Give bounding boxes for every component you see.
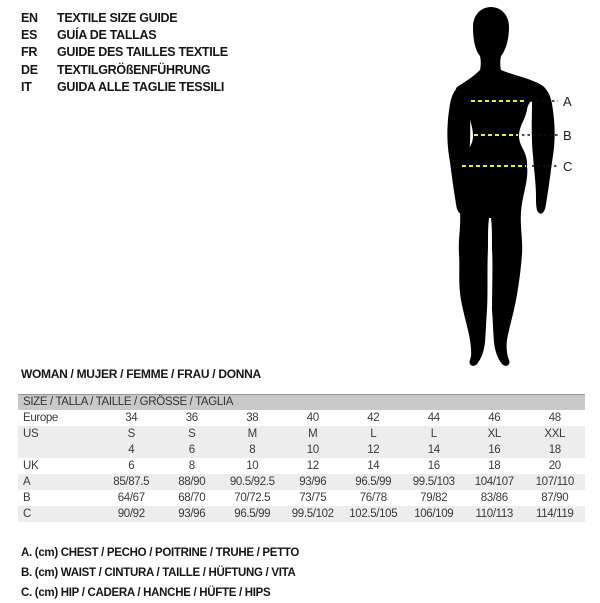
- size-table-header: SIZE / TALLA / TAILLE / GRÖSSE / TAGLIA: [18, 394, 585, 410]
- lang-code: ES: [21, 28, 38, 43]
- table-cell: 104/107: [474, 476, 514, 488]
- lang-code: EN: [21, 10, 38, 25]
- table-cell: XXL: [544, 428, 566, 440]
- table-cell: 8: [249, 444, 256, 456]
- row-label: US: [23, 428, 39, 440]
- table-cell: M: [247, 428, 257, 440]
- table-cell: 79/82: [420, 492, 448, 504]
- table-cell: 64/67: [117, 492, 145, 504]
- lang-code: FR: [21, 45, 38, 60]
- table-cell: 87/90: [541, 492, 569, 504]
- table-cell: 16: [427, 460, 440, 472]
- table-cell: 90.5/92.5: [229, 476, 275, 488]
- table-cell: 34: [125, 412, 138, 424]
- lang-code: DE: [21, 62, 38, 77]
- table-cell: 6: [128, 460, 135, 472]
- table-cell: 73/75: [299, 492, 327, 504]
- table-cell: 90/92: [117, 508, 145, 520]
- table-cell: 114/119: [536, 508, 574, 520]
- chest-label: A: [563, 94, 572, 109]
- table-row: [18, 506, 585, 522]
- size-table: [18, 394, 585, 522]
- table-cell: 14: [367, 460, 380, 472]
- table-cell: 106/109: [414, 508, 454, 520]
- table-row: [18, 474, 585, 490]
- table-cell: 44: [427, 412, 440, 424]
- table-cell: 6: [188, 444, 195, 456]
- table-cell: 110/113: [475, 508, 513, 520]
- table-cell: 68/70: [178, 492, 206, 504]
- table-cell: 40: [306, 412, 319, 424]
- table-cell: 36: [185, 412, 198, 424]
- table-cell: 93/96: [299, 476, 327, 488]
- row-label: C: [23, 508, 31, 520]
- table-cell: 10: [246, 460, 259, 472]
- lang-title: TEXTILGRÖßENFÜHRUNG: [57, 62, 211, 77]
- hip-label: C: [563, 159, 573, 174]
- row-label: A: [23, 476, 31, 488]
- table-row: [18, 442, 585, 458]
- table-cell: 99.5/103: [412, 476, 455, 488]
- table-cell: 76/78: [359, 492, 387, 504]
- lang-code: IT: [21, 80, 32, 95]
- table-cell: 48: [548, 412, 561, 424]
- row-label: Europe: [23, 412, 58, 424]
- lang-row-fr: [21, 44, 228, 61]
- section-title: WOMAN / MUJER / FEMME / FRAU / DONNA: [21, 367, 261, 381]
- table-cell: 93/96: [178, 508, 206, 520]
- table-cell: 38: [246, 412, 259, 424]
- waist-label: B: [563, 128, 572, 143]
- row-label: B: [23, 492, 31, 504]
- table-cell: 96.5/99: [355, 476, 392, 488]
- table-cell: 107/110: [535, 476, 574, 488]
- table-cell: 14: [427, 444, 440, 456]
- table-row: [18, 490, 585, 506]
- table-cell: S: [127, 428, 135, 440]
- legend-chest: A. (cm) CHEST / PECHO / POITRINE / TRUHE / PETTO: [21, 547, 300, 559]
- table-cell: 46: [488, 412, 501, 424]
- table-cell: 102.5/105: [349, 508, 398, 520]
- lang-row-es: [21, 26, 228, 43]
- table-cell: 12: [306, 460, 319, 472]
- measure-legend: [21, 543, 299, 603]
- table-cell: 20: [548, 460, 561, 472]
- table-cell: 83/86: [480, 492, 508, 504]
- table-cell: 10: [306, 444, 319, 456]
- woman-silhouette: [456, 7, 545, 366]
- size-table-body: [18, 410, 585, 522]
- table-row: [18, 410, 585, 426]
- legend-waist: B. (cm) WAIST / CINTURA / TAILLE / HÜFTUNG / VITA: [21, 567, 296, 579]
- table-row: [18, 426, 585, 442]
- table-cell: L: [370, 428, 377, 440]
- lang-title: GUIDE DES TAILLES TEXTILE: [57, 45, 228, 60]
- table-cell: 8: [188, 460, 195, 472]
- lang-title: GUIDA ALLE TAGLIE TESSILI: [57, 80, 225, 95]
- row-label: UK: [23, 460, 39, 472]
- lang-title: TEXTILE SIZE GUIDE: [57, 10, 178, 25]
- legend-hip: C. (cm) HIP / CADERA / HANCHE / HÜFTE / HIPS: [21, 587, 271, 599]
- lang-row-en: [21, 9, 228, 26]
- table-cell: XL: [487, 428, 501, 440]
- row-label: [18, 442, 101, 458]
- table-cell: 42: [367, 412, 380, 424]
- lang-row-de: [21, 61, 228, 78]
- lang-title: GUÍA DE TALLAS: [57, 28, 157, 43]
- table-cell: 16: [488, 444, 501, 456]
- table-cell: 12: [367, 444, 380, 456]
- language-title-block: [21, 9, 228, 96]
- table-cell: 18: [488, 460, 501, 472]
- table-cell: 88/90: [178, 476, 206, 488]
- table-cell: 99.5/102: [291, 508, 334, 520]
- table-cell: 4: [128, 444, 135, 456]
- table-cell: M: [308, 428, 318, 440]
- lang-row-it: [21, 79, 228, 96]
- table-cell: 96.5/99: [234, 508, 271, 520]
- table-cell: 18: [548, 444, 561, 456]
- table-cell: 70/72.5: [234, 492, 271, 504]
- table-cell: 85/87.5: [113, 476, 150, 488]
- table-row: [18, 458, 585, 474]
- table-cell: L: [430, 428, 437, 440]
- table-cell: S: [188, 428, 196, 440]
- size-figure: [420, 0, 600, 380]
